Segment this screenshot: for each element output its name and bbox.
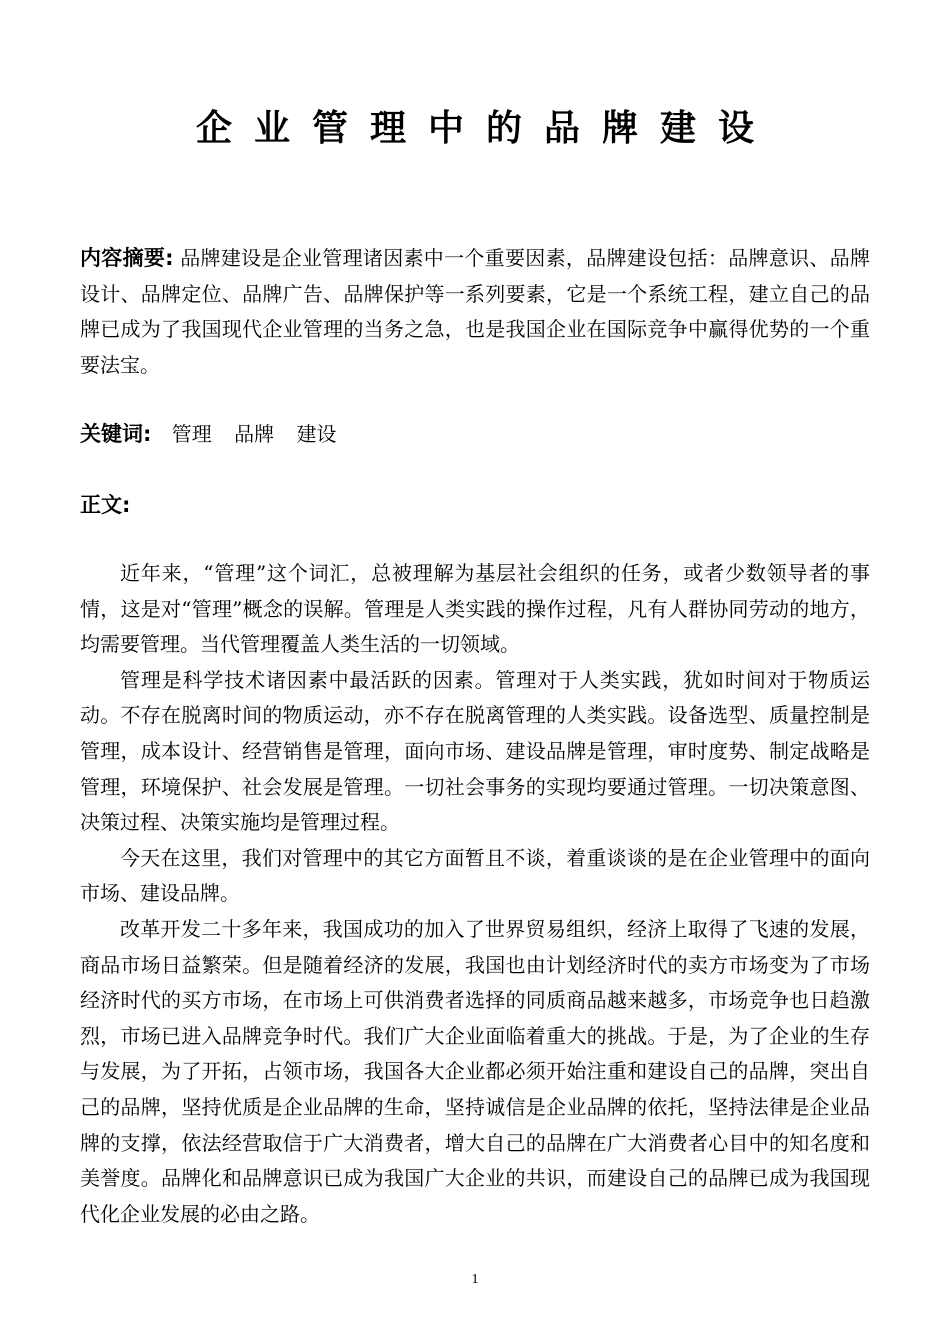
- body-paragraph: 近年来，“管理”这个词汇，总被理解为基层社会组织的任务，或者少数领导者的事情，这是对“管理”概念的误解。管理是人类实践的操作过程，凡有人群协同劳动的地方，均需要管理。当代管理覆盖人类生活的一切领域。: [80, 561, 870, 657]
- keyword-item: 品牌: [234, 422, 275, 446]
- body-paragraph: 今天在这里，我们对管理中的其它方面暂且不谈，着重谈谈的是在企业管理中的面向市场、建设品牌。: [80, 845, 870, 906]
- abstract-label: 内容摘要:: [80, 246, 174, 270]
- abstract-text: 品牌建设是企业管理诸因素中一个重要因素，品牌建设包括：品牌意识、品牌设计、品牌定位、品牌广告、品牌保护等一系列要素，它是一个系统工程，建立自己的品牌已成为了我国现代企业管理的当务之急，也是我国企业在国际竞争中赢得优势的一个重要法宝。: [80, 246, 871, 377]
- abstract-section: [80, 241, 870, 383]
- document-title: 企业管理中的品牌建设: [195, 108, 776, 149]
- keyword-item: 管理: [171, 422, 212, 446]
- page-number: 1: [471, 1272, 479, 1287]
- body-paragraph: 改革开发二十多年来，我国成功的加入了世界贸易组织，经济上取得了飞速的发展，商品市场日益繁荣。但是随着经济的发展，我国也由计划经济时代的卖方市场变为了市场经济时代的买方市场，在市场上可供消费者选择的同质商品越来越多，市场竞争也日趋激烈，市场已进入品牌竞争时代。我们广大企业面临着重大的挑战。于是，为了企业的生存与发展，为了开拓，占领市场，我国各大企业都必须开始注重和建设自己的品牌，突出自己的品牌，坚持优质是企业品牌的生命，坚持诚信是企业品牌的依托，坚持法律是企业品牌的支撑，依法经营取信于广大消费者，增大自己的品牌在广大消费者心目中的知名度和美誉度。品牌化和品牌意识已成为我国广大企业的共识，而建设自己的品牌已成为我国现代化企业发展的必由之路。: [80, 916, 870, 1226]
- keyword-item: 建设: [296, 422, 337, 446]
- keywords-section: [80, 416, 870, 452]
- keywords-label: 关键词:: [80, 422, 152, 446]
- body-paragraph: 管理是科学技术诸因素中最活跃的因素。管理对于人类实践，犹如时间对于物质运动。不存在脱离时间的物质运动，亦不存在脱离管理的人类实践。设备选型、质量控制是管理，成本设计、经营销售是管理，面向市场、建设品牌是管理，审时度势、制定战略是管理，环境保护、社会发展是管理。一切社会事务的实现均要通过管理。一切决策意图、决策过程、决策实施均是管理过程。: [80, 667, 870, 835]
- body-text: [80, 556, 870, 1232]
- body-heading: 正文:: [80, 493, 131, 517]
